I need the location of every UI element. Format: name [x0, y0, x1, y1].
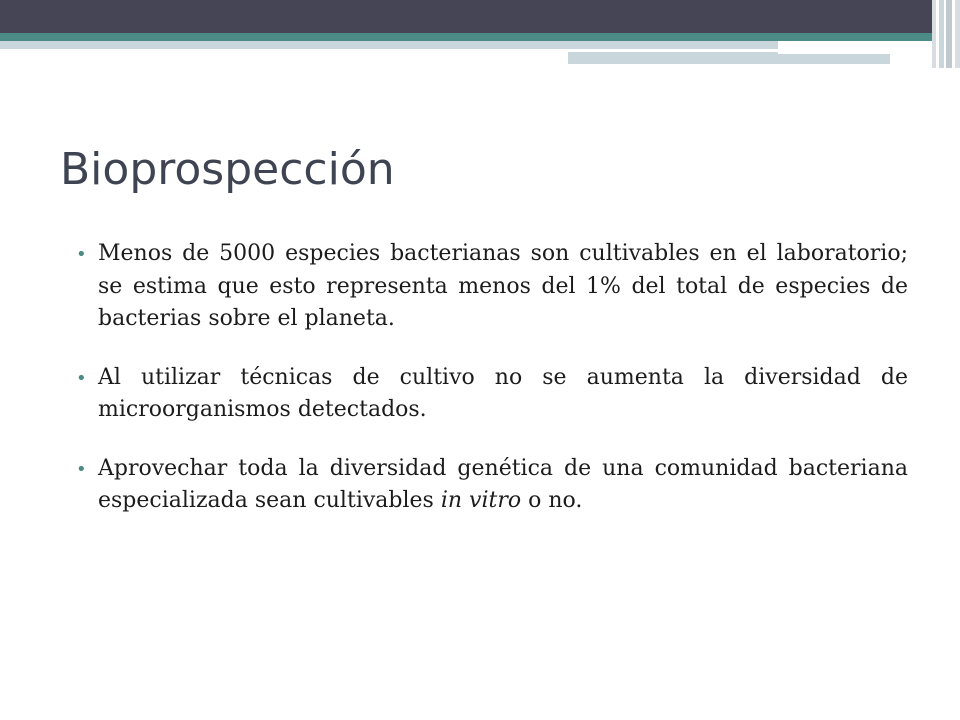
slide-title: Bioprospección	[60, 144, 395, 195]
header-right-stripes	[932, 0, 960, 68]
bullet-icon: •	[76, 244, 87, 265]
header-tab-step	[568, 41, 778, 64]
bullet-item-3	[76, 453, 908, 518]
bullet-text: Al utilizar técnicas de cultivo no se aumenta la diversidad de microorganismos detectados.	[98, 364, 908, 423]
header-tab-step-right	[778, 54, 890, 64]
bullet-icon: •	[76, 458, 87, 480]
bullet-text-italic: in vitro	[440, 488, 522, 514]
header-band-teal	[0, 33, 932, 41]
bullet-list	[76, 238, 908, 544]
bullet-item-1	[76, 238, 908, 336]
bullet-text-before: Aprovechar toda la diversidad genética de una comunidad bacteriana especializada sean cultivables	[98, 455, 908, 514]
header-band-light	[0, 41, 568, 49]
bullet-item-2	[76, 362, 908, 427]
header-band-dark	[0, 0, 932, 33]
header-tab-line	[568, 49, 888, 52]
bullet-icon: •	[76, 367, 87, 389]
bullet-text-after: o no.	[521, 488, 583, 514]
bullet-text: Menos de 5000 especies bacterianas son cultivables en el laboratorio; se estima que esto representa menos del 1% del total de especies de bacterias sobre el planeta.	[98, 241, 908, 332]
